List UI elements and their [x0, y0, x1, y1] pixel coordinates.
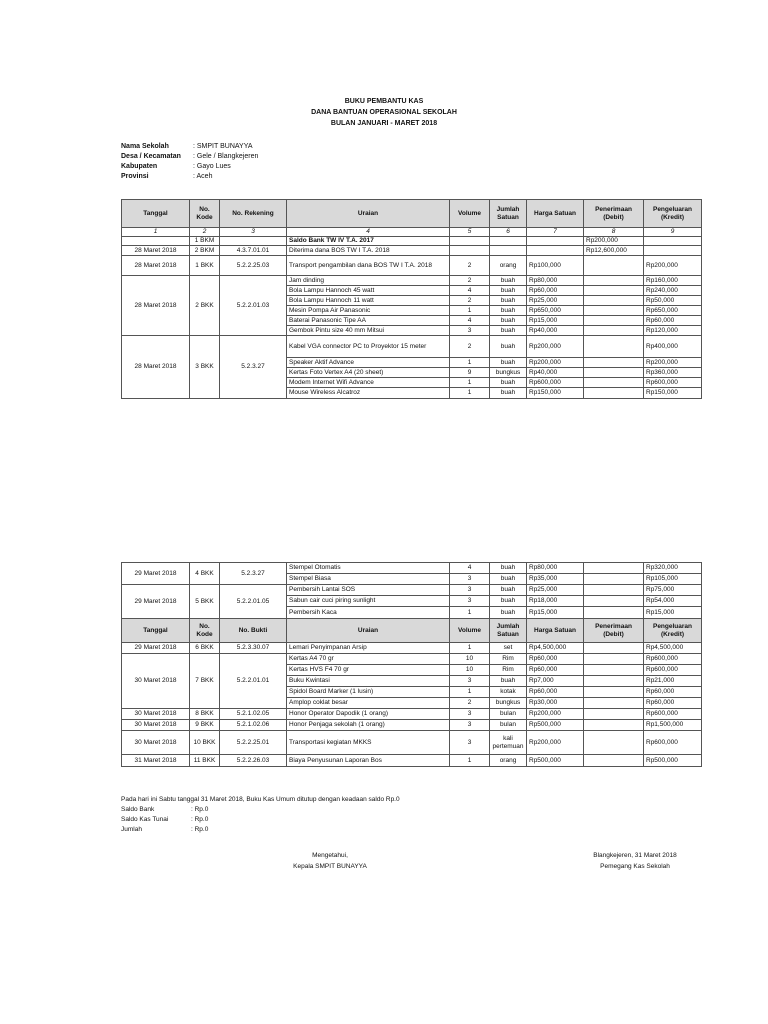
col-number: 2 [190, 228, 220, 237]
closing-statement [121, 795, 400, 835]
table-cell [584, 731, 644, 755]
table-cell: 30 Maret 2018 [122, 709, 190, 720]
table-cell [584, 574, 644, 585]
table-cell: 2 [450, 698, 490, 709]
table-cell: 1 [450, 607, 490, 619]
table-cell [450, 246, 490, 256]
table-cell: Rp600,000 [644, 709, 702, 720]
table-cell: buah [490, 306, 527, 316]
info-value: : Aceh [193, 173, 213, 180]
col-header: Uraian [287, 619, 450, 643]
table-cell: Rp25,000 [527, 585, 584, 596]
table-cell: buah [490, 676, 527, 687]
table-cell [584, 755, 644, 767]
table-cell: 30 Maret 2018 [122, 720, 190, 731]
table-cell: Kertas HVS F4 70 gr [287, 665, 450, 676]
table-cell: 1 [450, 378, 490, 388]
table-cell: Rp120,000 [644, 326, 702, 336]
table-cell: 29 Maret 2018 [122, 643, 190, 654]
table-cell: Kertas A4 70 gr [287, 654, 450, 665]
table-cell: bulan [490, 709, 527, 720]
table-row [122, 563, 702, 574]
table-cell: 29 Maret 2018 [122, 585, 190, 619]
table-cell: Rp75,000 [644, 585, 702, 596]
table-row [122, 643, 702, 654]
doc-period: BULAN JANUARI - MARET 2018 [330, 120, 438, 127]
table-cell: Transport pengambilan dana BOS TW I T.A. 2018 [287, 256, 450, 276]
table-cell: 5.2.2.25.01 [220, 731, 287, 755]
table-row [122, 731, 702, 755]
table-cell: 1 BKK [190, 256, 220, 276]
signature-right [570, 850, 700, 872]
col-header: No. Kode [190, 619, 220, 643]
table-cell: 3 [450, 720, 490, 731]
table-row [122, 654, 702, 665]
doc-subtitle: DANA BANTUAN OPERASIONAL SEKOLAH [311, 109, 457, 116]
table-cell: 28 Maret 2018 [122, 246, 190, 256]
table-cell [450, 237, 490, 246]
table-cell: Stempel Biasa [287, 574, 450, 585]
table-row [122, 246, 702, 256]
table-cell: 28 Maret 2018 [122, 276, 190, 336]
table-cell: Jam dinding [287, 276, 450, 286]
table-cell: 30 Maret 2018 [122, 731, 190, 755]
table-cell: buah [490, 358, 527, 368]
table-cell [584, 306, 644, 316]
table-cell: 3 [450, 574, 490, 585]
table-cell [122, 237, 190, 246]
table-cell: Rp50,000 [644, 296, 702, 306]
table-row [122, 276, 702, 286]
table-cell: 3 [450, 676, 490, 687]
signature-left [260, 850, 400, 872]
table-cell: 1 [450, 388, 490, 399]
table-cell [584, 596, 644, 607]
table-cell: Rp40,000 [527, 368, 584, 378]
table-cell: 4 [450, 316, 490, 326]
table-cell: buah [490, 336, 527, 358]
table-cell: 4 [450, 563, 490, 574]
col-header: Penerimaan (Debit) [584, 619, 644, 643]
table-cell: Kertas Foto Vertex A4 (20 sheet) [287, 368, 450, 378]
school-info [121, 142, 258, 182]
table-cell: 5.2.2.26.03 [220, 755, 287, 767]
table-cell: 2 [450, 276, 490, 286]
table-cell: Bola Lampu Hannoch 11 watt [287, 296, 450, 306]
table-cell [644, 237, 702, 246]
table-cell [220, 237, 287, 246]
table-cell [527, 237, 584, 246]
table-cell: 2 [450, 336, 490, 358]
col-header: Tanggal [122, 200, 190, 228]
table-cell: 3 [450, 731, 490, 755]
table-cell: Rp40,000 [527, 326, 584, 336]
table-cell: 5.2.3.27 [220, 563, 287, 585]
col-header: Jumlah Satuan [490, 619, 527, 643]
table-cell: Rp4,500,000 [644, 643, 702, 654]
table-row [122, 720, 702, 731]
table-cell: Rp100,000 [527, 256, 584, 276]
col-header: No. Kode [190, 200, 220, 228]
table-cell: Rp105,000 [644, 574, 702, 585]
sig-left-line1: Mengetahui, [312, 852, 348, 859]
info-label: Provinsi [121, 173, 149, 180]
col-header: Uraian [287, 200, 450, 228]
table-cell: Mouse Wireless Alcatroz [287, 388, 450, 399]
balance-value: : Rp.0 [191, 826, 209, 833]
table-cell: Rp240,000 [644, 286, 702, 296]
table-row [122, 336, 702, 358]
table-cell: 2 [450, 296, 490, 306]
table-row [122, 585, 702, 596]
table-cell: Buku Kwintasi [287, 676, 450, 687]
table-cell: Rp600,000 [527, 378, 584, 388]
col-number: 6 [490, 228, 527, 237]
table-cell: Rp60,000 [644, 698, 702, 709]
table-cell: Rp200,000 [644, 358, 702, 368]
table-cell: Rp650,000 [644, 306, 702, 316]
table-cell: Rp7,000 [527, 676, 584, 687]
balance-value: : Rp.0 [191, 806, 209, 813]
col-header: Harga Satuan [527, 200, 584, 228]
sig-right-line1: Blangkejeren, 31 Maret 2018 [593, 852, 677, 859]
table-cell: 10 BKK [190, 731, 220, 755]
table-cell [527, 246, 584, 256]
table-cell: Rp15,000 [527, 607, 584, 619]
table-cell: orang [490, 256, 527, 276]
table-cell: Rp80,000 [527, 276, 584, 286]
table-cell: Rp18,000 [527, 596, 584, 607]
table-cell: buah [490, 388, 527, 399]
table-cell: 10 [450, 665, 490, 676]
table-cell [584, 676, 644, 687]
table-cell: Rp650,000 [527, 306, 584, 316]
table-cell: Rp360,000 [644, 368, 702, 378]
table-cell [584, 709, 644, 720]
table-cell: bulan [490, 720, 527, 731]
table-cell: 1 [450, 643, 490, 654]
table-cell: buah [490, 563, 527, 574]
balance-label: Saldo Bank [121, 806, 155, 813]
table-cell [584, 687, 644, 698]
table-cell: Rim [490, 665, 527, 676]
table-cell: 1 [450, 687, 490, 698]
col-number: 7 [527, 228, 584, 237]
table-cell: 1 [450, 306, 490, 316]
table-cell: Rp200,000 [527, 336, 584, 358]
table-cell: 4.3.7.01.01 [220, 246, 287, 256]
table-cell: Saldo Bank TW IV T.A. 2017 [287, 237, 450, 246]
info-label: Nama Sekolah [121, 143, 169, 150]
col-header: Volume [450, 619, 490, 643]
table-cell: buah [490, 316, 527, 326]
ledger-table-2 [121, 562, 702, 767]
col-header: Harga Satuan [527, 619, 584, 643]
table-cell [584, 326, 644, 336]
table-cell: 5.2.3.27 [220, 336, 287, 399]
table-cell: Rp400,000 [644, 336, 702, 358]
table-cell: 5 BKK [190, 585, 220, 619]
table-cell: 9 BKK [190, 720, 220, 731]
table-cell [584, 358, 644, 368]
table-cell [584, 276, 644, 286]
table-cell: Rp200,000 [584, 237, 644, 246]
table-cell: buah [490, 286, 527, 296]
table-cell: Rp15,000 [644, 607, 702, 619]
table-cell: buah [490, 585, 527, 596]
table-cell [644, 246, 702, 256]
col-header: Pengeluaran (Kredit) [644, 619, 702, 643]
table-cell: 1 [450, 755, 490, 767]
col-header: No. Rekening [220, 200, 287, 228]
table-cell [584, 296, 644, 306]
table-cell: Rp54,000 [644, 596, 702, 607]
sig-right-line2: Pemegang Kas Sekolah [600, 863, 670, 870]
col-header: Volume [450, 200, 490, 228]
table-cell: Rp200,000 [527, 709, 584, 720]
table-cell: 5.2.2.01.05 [220, 585, 287, 619]
sig-left-line2: Kepala SMPIT BUNAYYA [293, 863, 367, 870]
table-cell [584, 256, 644, 276]
table-cell: Sabun cair cuci piring sunlight [287, 596, 450, 607]
table-cell: kotak [490, 687, 527, 698]
table-cell: Rp30,000 [527, 698, 584, 709]
table-cell: buah [490, 607, 527, 619]
table-cell: Rp60,000 [527, 286, 584, 296]
table-cell: Rp200,000 [527, 358, 584, 368]
table-cell [584, 563, 644, 574]
col-number: 1 [122, 228, 190, 237]
balance-label: Saldo Kas Tunai [121, 816, 169, 823]
table-cell: 5.2.3.30.07 [220, 643, 287, 654]
table-cell: Rp35,000 [527, 574, 584, 585]
table-cell: Transportasi kegiatan MKKS [287, 731, 450, 755]
table-cell: Rp150,000 [644, 388, 702, 399]
table-row [122, 237, 702, 246]
table-cell: 30 Maret 2018 [122, 654, 190, 709]
table-cell [584, 585, 644, 596]
table-cell: Rp60,000 [527, 665, 584, 676]
table-cell: Rp320,000 [644, 563, 702, 574]
table-cell: 3 [450, 326, 490, 336]
table-cell: Rp25,000 [527, 296, 584, 306]
table-cell: Rp60,000 [644, 316, 702, 326]
table-cell: 1 [450, 358, 490, 368]
table-cell: Rp80,000 [527, 563, 584, 574]
table-cell: Rp200,000 [527, 731, 584, 755]
table-cell: Kabel VGA connector PC to Proyektor 15 meter [287, 336, 450, 358]
balance-value: : Rp.0 [191, 816, 209, 823]
table-cell: Rp4,500,000 [527, 643, 584, 654]
table-cell: set [490, 643, 527, 654]
table-cell: Rp600,000 [644, 654, 702, 665]
table-cell: Rp600,000 [644, 378, 702, 388]
table-cell: Rp500,000 [644, 755, 702, 767]
table-cell [584, 654, 644, 665]
table-cell: 2 BKK [190, 276, 220, 336]
col-number: 8 [584, 228, 644, 237]
table-cell: Rp60,000 [527, 687, 584, 698]
table-cell: 5.2.1.02.06 [220, 720, 287, 731]
col-header: Pengeluaran (Kredit) [644, 200, 702, 228]
table-cell: Biaya Penyusunan Laporan Bos [287, 755, 450, 767]
table-cell: buah [490, 276, 527, 286]
table-row [122, 755, 702, 767]
table-cell: 3 [450, 585, 490, 596]
col-number: 9 [644, 228, 702, 237]
table-cell: 4 BKK [190, 563, 220, 585]
info-label: Desa / Kecamatan [121, 153, 181, 160]
col-header: Penerimaan (Debit) [584, 200, 644, 228]
table-cell: 2 [450, 256, 490, 276]
table-cell: Lemari Penyimpanan Arsip [287, 643, 450, 654]
table-cell: 31 Maret 2018 [122, 755, 190, 767]
table-row [122, 256, 702, 276]
table-cell: Rp21,000 [644, 676, 702, 687]
table-cell [584, 720, 644, 731]
table-cell [584, 316, 644, 326]
table-cell: bungkus [490, 698, 527, 709]
info-value: : Gele / Blangkejeren [193, 153, 259, 160]
table-cell: 10 [450, 654, 490, 665]
table-cell: Rp200,000 [644, 256, 702, 276]
table-cell: buah [490, 596, 527, 607]
closing-text: Pada hari ini Sabtu tanggal 31 Maret 2018, Buku Kas Umum ditutup dengan keadaan saldo Rp.0 [121, 796, 400, 803]
table-cell: Honor Penjaga sekolah (1 orang) [287, 720, 450, 731]
table-cell: buah [490, 378, 527, 388]
table-cell: Rim [490, 654, 527, 665]
table-cell: Rp60,000 [644, 687, 702, 698]
table-cell [584, 388, 644, 399]
table-cell: 2 BKM [190, 246, 220, 256]
table-cell [490, 246, 527, 256]
table-cell: 6 BKK [190, 643, 220, 654]
table-cell: 5.2.1.02.05 [220, 709, 287, 720]
table-cell: Gembok Pintu size 40 mm Mitsui [287, 326, 450, 336]
table-cell: 3 [450, 596, 490, 607]
table-cell: 3 [450, 709, 490, 720]
table-cell: Rp160,000 [644, 276, 702, 286]
table-cell: buah [490, 574, 527, 585]
table-cell: 11 BKK [190, 755, 220, 767]
table-cell: 5.2.2.01.01 [220, 654, 287, 709]
table-cell: Rp600,000 [644, 731, 702, 755]
info-value: : SMPIT BUNAYYA [193, 143, 253, 150]
table-cell: Rp12,600,000 [584, 246, 644, 256]
table-cell: Rp15,000 [527, 316, 584, 326]
table-cell: Stempel Otomatis [287, 563, 450, 574]
col-header: Tanggal [122, 619, 190, 643]
table-cell: Baterai Panasonic Tipe AA [287, 316, 450, 326]
table-cell: 5.2.2.01.03 [220, 276, 287, 336]
table-cell [584, 643, 644, 654]
table-cell: Honor Operator Dapodik (1 orang) [287, 709, 450, 720]
info-label: Kabupaten [121, 163, 158, 170]
table-cell: buah [490, 326, 527, 336]
table-cell: Rp600,000 [644, 665, 702, 676]
table-cell: 28 Maret 2018 [122, 336, 190, 399]
table-cell: Rp60,000 [527, 654, 584, 665]
col-number: 4 [287, 228, 450, 237]
table-cell: Diterima dana BOS TW I T.A. 2018 [287, 246, 450, 256]
ledger-table-1 [121, 199, 702, 399]
table-cell: orang [490, 755, 527, 767]
info-value: : Gayo Lues [193, 163, 231, 170]
table-cell [584, 368, 644, 378]
table-cell [584, 336, 644, 358]
table-cell: Rp500,000 [527, 720, 584, 731]
table-cell: Rp150,000 [527, 388, 584, 399]
table-cell: Rp500,000 [527, 755, 584, 767]
table-cell: 5.2.2.25.03 [220, 256, 287, 276]
table-cell: Spidol Board Marker (1 lusin) [287, 687, 450, 698]
table-row [122, 709, 702, 720]
table-cell: 8 BKK [190, 709, 220, 720]
table-cell [584, 607, 644, 619]
balance-label: Jumlah [121, 826, 142, 833]
table-cell: Pembersih Lantai SOS [287, 585, 450, 596]
table-cell: 4 [450, 286, 490, 296]
table-cell: Pembersih Kaca [287, 607, 450, 619]
table-cell: bungkus [490, 368, 527, 378]
col-header: Jumlah Satuan [490, 200, 527, 228]
table-cell [584, 698, 644, 709]
table-cell: 3 BKK [190, 336, 220, 399]
table-cell: Speaker Aktif Advance [287, 358, 450, 368]
table-cell: Amplop coklat besar [287, 698, 450, 709]
table-cell: 1 BKM [190, 237, 220, 246]
table-cell: Bola Lampu Hannoch 45 watt [287, 286, 450, 296]
table-cell [584, 286, 644, 296]
table-cell: Rp1,500,000 [644, 720, 702, 731]
table-cell [584, 665, 644, 676]
doc-title: BUKU PEMBANTU KAS [344, 98, 424, 105]
table-cell [584, 378, 644, 388]
col-number: 5 [450, 228, 490, 237]
table-cell: 9 [450, 368, 490, 378]
table-cell [490, 237, 527, 246]
table-cell: kali pertemuan [490, 731, 527, 755]
table-cell: buah [490, 296, 527, 306]
table-cell: 29 Maret 2018 [122, 563, 190, 585]
table-cell: Modem Internet Wifi Advance [287, 378, 450, 388]
col-header: No. Bukti [220, 619, 287, 643]
col-number: 3 [220, 228, 287, 237]
table-cell: 7 BKK [190, 654, 220, 709]
table-cell: 28 Maret 2018 [122, 256, 190, 276]
table-cell: Mesin Pompa Air Panasonic [287, 306, 450, 316]
